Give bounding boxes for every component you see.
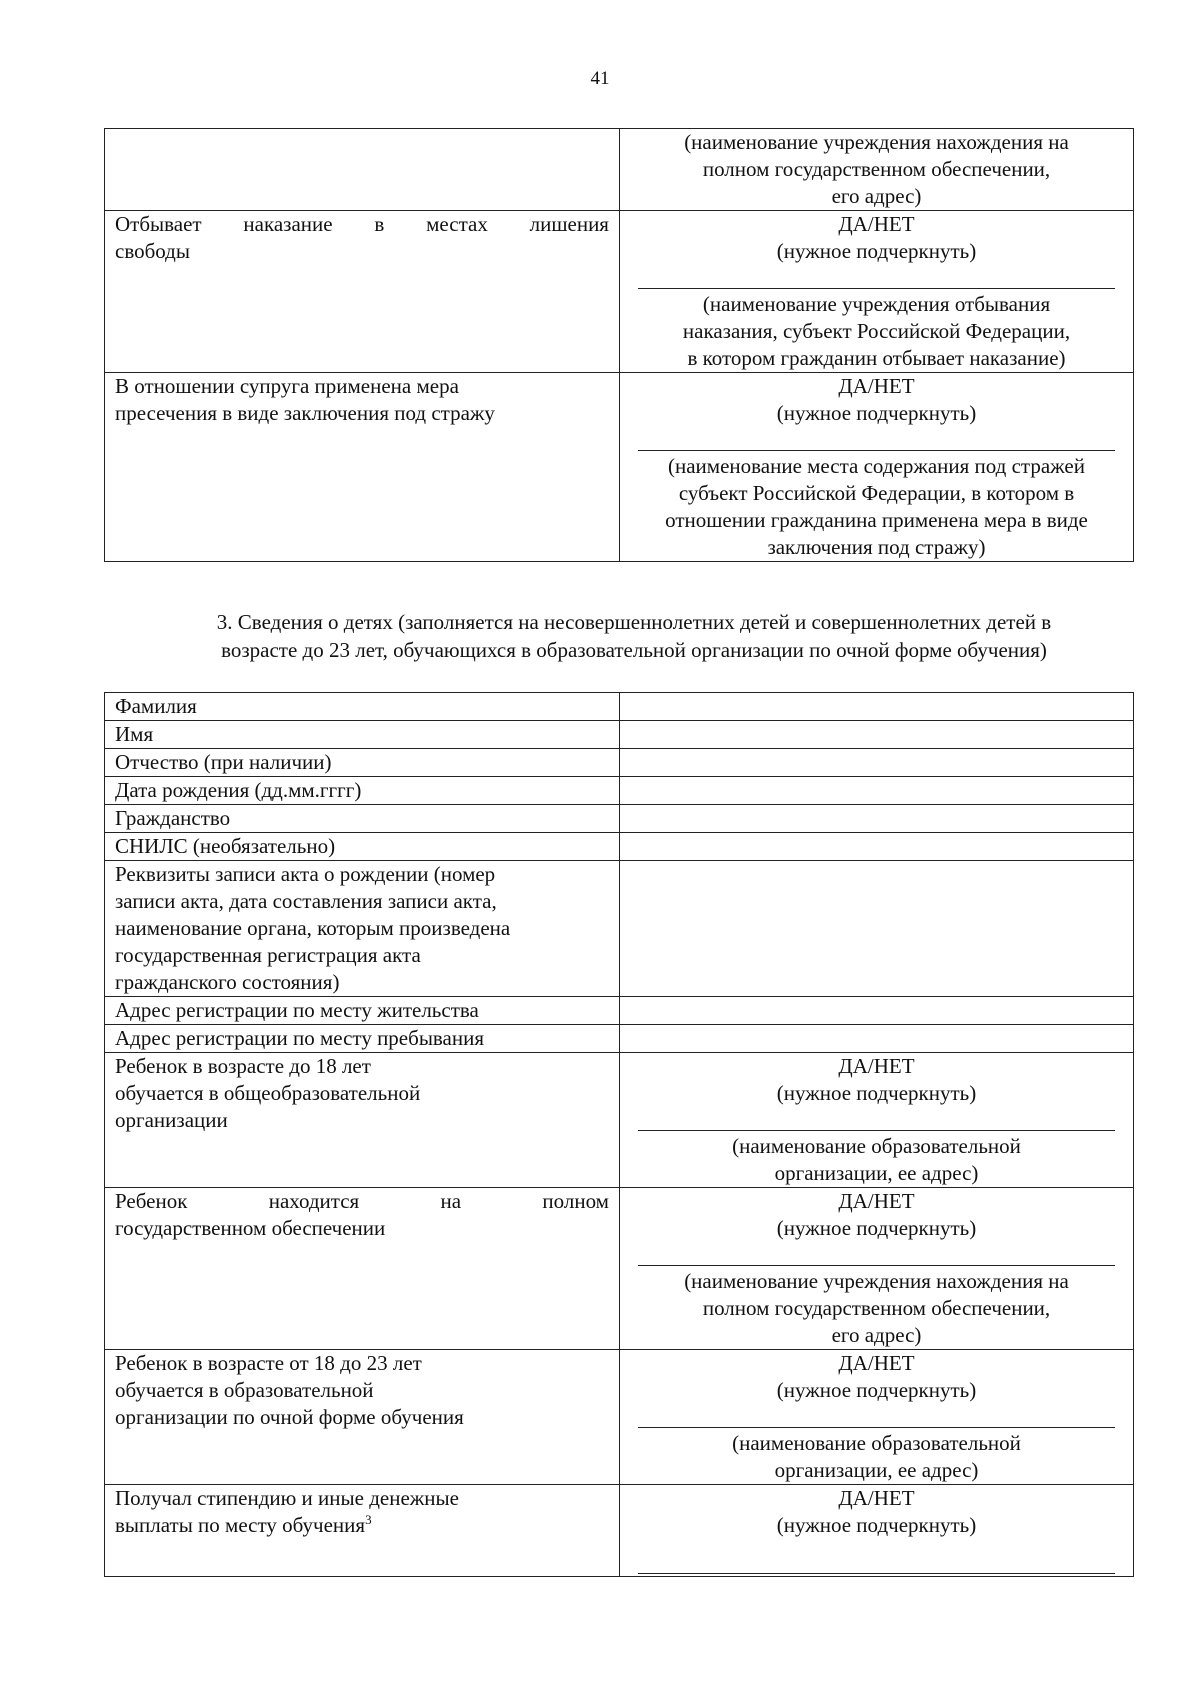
fill-in-line[interactable] xyxy=(638,1414,1115,1428)
field-note: отношении гражданина применена мера в виде xyxy=(665,508,1088,532)
label-birth-date: Дата рождения (дд.мм.гггг) xyxy=(105,777,620,805)
label-citizenship: Гражданство xyxy=(105,805,620,833)
birth-date-field[interactable] xyxy=(620,777,1134,805)
field-note: (наименование места содержания под стражей xyxy=(668,454,1085,478)
value-cell xyxy=(620,1188,1134,1350)
label-cell xyxy=(105,1350,620,1485)
label-cell xyxy=(105,373,620,562)
underline-hint: (нужное подчеркнуть) xyxy=(776,401,977,425)
label-word: Ребенок xyxy=(115,1189,188,1213)
yes-no-choice[interactable]: ДА/НЕТ xyxy=(838,1486,915,1510)
value-cell xyxy=(620,1485,1134,1577)
fulltime-study-row xyxy=(105,1350,1134,1485)
label-birth-record xyxy=(105,861,620,997)
label-line: государственном обеспечении xyxy=(115,1216,386,1240)
yes-no-choice[interactable]: ДА/НЕТ xyxy=(838,1054,915,1078)
birth-record-field[interactable] xyxy=(620,861,1134,997)
school-row xyxy=(105,1053,1134,1188)
label-line: государственная регистрация акта xyxy=(115,943,421,967)
label-line: Ребенок в возрасте от 18 до 23 лет xyxy=(115,1351,422,1375)
underline-hint: (нужное подчеркнуть) xyxy=(776,239,977,263)
field-note: в котором гражданин отбывает наказание) xyxy=(687,346,1066,370)
surname-field[interactable] xyxy=(620,693,1134,721)
field-note: (наименование учреждения отбывания xyxy=(702,292,1051,316)
label-cell xyxy=(105,1485,620,1577)
field-note: его адрес) xyxy=(831,1323,922,1347)
field-note: организации, ее адрес) xyxy=(774,1161,979,1185)
field-note: (наименование учреждения нахождения на xyxy=(684,1269,1069,1293)
label-line: Реквизиты записи акта о рождении (номер xyxy=(115,862,496,886)
name-field[interactable] xyxy=(620,721,1134,749)
label-word: Отбывает xyxy=(115,212,202,236)
yes-no-choice[interactable]: ДА/НЕТ xyxy=(838,212,915,236)
section-3-heading xyxy=(134,608,1134,664)
field-note: организации, ее адрес) xyxy=(774,1458,979,1482)
label-line: обучается в общеобразовательной xyxy=(115,1081,421,1105)
footnote-marker: 3 xyxy=(365,1512,372,1527)
label-word: лишения xyxy=(529,212,609,236)
label-word: наказание xyxy=(243,212,333,236)
imprisonment-row xyxy=(105,211,1134,373)
heading-line: возрасте до 23 лет, обучающихся в образовательной организации по очной форме обучения) xyxy=(221,638,1047,662)
label-line: записи акта, дата составления записи акта, xyxy=(115,889,497,913)
field-note: заключения под стражу) xyxy=(767,535,986,559)
field-note: полном государственном обеспечении, xyxy=(702,1296,1051,1320)
label-surname: Фамилия xyxy=(105,693,620,721)
field-note: наказания, субъект Российской Федерации, xyxy=(682,319,1071,343)
underline-hint: (нужное подчеркнуть) xyxy=(776,1081,977,1105)
field-note: (наименование учреждения нахождения на xyxy=(684,130,1069,154)
fill-in-line[interactable] xyxy=(638,275,1115,289)
label-word: полном xyxy=(542,1189,609,1213)
label-snils: СНИЛС (необязательно) xyxy=(105,833,620,861)
children-info-table xyxy=(104,692,1134,1577)
table-row xyxy=(105,861,1134,997)
stipend-row xyxy=(105,1485,1134,1577)
table-row xyxy=(105,833,1134,861)
empty-label-cell xyxy=(105,129,620,211)
table-row xyxy=(105,1025,1134,1053)
value-cell xyxy=(620,211,1134,373)
label-residence-address: Адрес регистрации по месту жительства xyxy=(105,997,620,1025)
state-care-continuation-row xyxy=(105,129,1134,211)
label-patronymic: Отчество (при наличии) xyxy=(105,749,620,777)
value-cell xyxy=(620,129,1134,211)
underline-hint: (нужное подчеркнуть) xyxy=(776,1378,977,1402)
value-cell xyxy=(620,1350,1134,1485)
value-cell xyxy=(620,373,1134,562)
yes-no-choice[interactable]: ДА/НЕТ xyxy=(838,1189,915,1213)
label-word: в xyxy=(374,212,385,236)
value-cell xyxy=(620,1053,1134,1188)
page-number: 41 xyxy=(590,68,610,89)
heading-line: 3. Сведения о детях (заполняется на несовершеннолетних детей и совершеннолетних детей в xyxy=(216,610,1052,634)
state-care-row xyxy=(105,1188,1134,1350)
residence-address-field[interactable] xyxy=(620,997,1134,1025)
snils-field[interactable] xyxy=(620,833,1134,861)
yes-no-choice[interactable]: ДА/НЕТ xyxy=(838,1351,915,1375)
fill-in-line[interactable] xyxy=(638,437,1115,451)
field-note: его адрес) xyxy=(831,184,922,208)
label-line-with-footnote xyxy=(115,1512,609,1539)
custody-row xyxy=(105,373,1134,562)
yes-no-choice[interactable]: ДА/НЕТ xyxy=(838,374,915,398)
label-word: находится xyxy=(268,1189,360,1213)
patronymic-field[interactable] xyxy=(620,749,1134,777)
label-cell xyxy=(105,211,620,373)
field-note: (наименование образовательной xyxy=(732,1134,1021,1158)
stay-address-field[interactable] xyxy=(620,1025,1134,1053)
label-cell xyxy=(105,1188,620,1350)
underline-hint: (нужное подчеркнуть) xyxy=(776,1216,977,1240)
label-line: гражданского состояния) xyxy=(115,970,340,994)
table-row xyxy=(105,749,1134,777)
label-cell xyxy=(105,1053,620,1188)
table-row xyxy=(105,693,1134,721)
label-line: Получал стипендию и иные денежные xyxy=(115,1486,459,1510)
spouse-info-table xyxy=(104,128,1134,562)
label-text: выплаты по месту обучения xyxy=(115,1513,366,1537)
label-word: на xyxy=(440,1189,462,1213)
label-line: наименование органа, которым произведена xyxy=(115,916,511,940)
table-row xyxy=(105,777,1134,805)
label-line: организации xyxy=(115,1108,228,1132)
field-note: полном государственном обеспечении, xyxy=(702,157,1051,181)
label-line: обучается в образовательной xyxy=(115,1378,374,1402)
label-line: свободы xyxy=(115,239,190,263)
table-row xyxy=(105,997,1134,1025)
field-note: (наименование образовательной xyxy=(732,1431,1021,1455)
label-line: организации по очной форме обучения xyxy=(115,1405,464,1429)
label-line: пресечения в виде заключения под стражу xyxy=(115,401,495,425)
field-note: субъект Российской Федерации, в котором в xyxy=(678,481,1075,505)
fill-in-line[interactable] xyxy=(638,1252,1115,1266)
label-line: В отношении супруга применена мера xyxy=(115,374,459,398)
label-line: Ребенок в возрасте до 18 лет xyxy=(115,1054,371,1078)
table-row xyxy=(105,805,1134,833)
underline-hint: (нужное подчеркнуть) xyxy=(776,1513,977,1537)
fill-in-line[interactable] xyxy=(638,1549,1115,1574)
fill-in-line[interactable] xyxy=(638,1117,1115,1131)
label-word: местах xyxy=(426,212,488,236)
label-name: Имя xyxy=(105,721,620,749)
citizenship-field[interactable] xyxy=(620,805,1134,833)
table-row xyxy=(105,721,1134,749)
label-stay-address: Адрес регистрации по месту пребывания xyxy=(105,1025,620,1053)
